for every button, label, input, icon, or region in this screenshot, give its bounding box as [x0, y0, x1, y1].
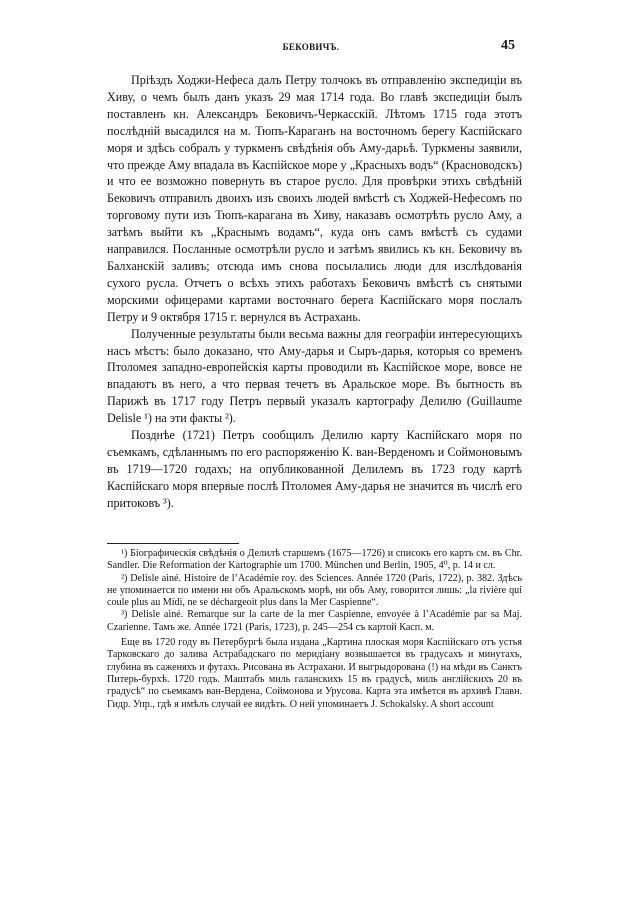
footnote: ²) Delisle ainé. Histoire de l’Académie roy. des Sciences. Année 1720 (Paris, 1722), p. 382. Здѣсь не упоминается по имени ни объ Аральскомъ морѣ, ни объ Аму, говорится лишь: „la rivière qui coule plus au Midi, ne se déchargeoit plus dans la Mer Caspienne“.: [107, 572, 522, 609]
running-title: БЕКОВИЧЪ.: [282, 42, 340, 52]
footnote-continuation: Еще въ 1720 году въ Петербургѣ была издана „Картина плоская моря Каспiйскаго отъ устья Тарковскаго до залива Астрабадскаго по меридiану возвышается въ градусахъ и минутахъ, глубина въ саженяхъ и футахъ. Рисована въ Астрахани. И выгрыдорована (!) на мѣди въ Санктъ Питерь-бурхѣ. 1720 годъ. Маштабъ миль галанскихъ 15 въ градусѣ, миль англiйскихъ 20 въ градусѣ“ по съемкамъ ван-Вердена, Соймонова и Урусова. Карта эта имѣется въ архивѣ Главн. Гидр. Упр., гдѣ я имѣлъ случай ее видѣть. О ней упоминаетъ J. Schokalsky. A short account: [107, 637, 522, 710]
body-paragraph: Полученные результаты были весьма важны для географiи интересующихъ насъ мѣстъ: было доказано, что Аму-дарья и Сыръ-дарья, которыя со временъ Птоломея западно-европейскiя карты проводили въ Каспiйское море, вовсе не впадаютъ въ него, а что первая течетъ въ Аральское море. Въ бытность въ Парижѣ въ 1717 году Петръ первый указалъ картографу Делилю (Guillaume Delisle ¹) на эти факты ²).: [107, 326, 522, 426]
footnote: ³) Delisle ainé. Remarque sur la carte de la mer Caspienne, envoyée à l’Académie par sa Maj. Czarienne. Тамъ же. Année 1721 (Paris, 1723), p. 245—254 съ картой Касп. м.: [107, 609, 522, 633]
page-number: 45: [501, 38, 515, 53]
page-header: [107, 38, 515, 58]
footnote: ¹) Бiографическiя свѣдѣнiя о Делилѣ старшемъ (1675—1726) и списокъ его картъ см. въ Chr. Sandler. Die Reformation der Kartographie um 1700. München und Berlin, 1905, 4⁰, p. 14 и сл.: [107, 548, 522, 572]
body-paragraph: Позднѣе (1721) Петръ сообщилъ Делилю карту Каспiйскаго моря по съемкамъ, сдѣланнымъ по его распоряженiю К. ван-Верденомъ и Соймоновымъ въ 1719—1720 годахъ; на опубликованной Делилемъ въ 1723 году картѣ Каспiйскаго моря впервые послѣ Птоломея Аму-дарья не значится въ числѣ его притоковъ ³).: [107, 428, 522, 510]
body-paragraph: Прiѣздъ Ходжи-Нефеса далъ Петру толчокъ въ отправленiю экспедицiи въ Хиву, о чемъ былъ данъ указъ 29 мая 1714 года. Во главѣ экспедицiи былъ поставленъ кн. Александръ Бековичъ-Черкасскiй. Лѣтомъ 1715 года этотъ послѣднiй высадился на м. Тюпъ-Караганъ на восточномъ берегу Каспiйскаго моря и здѣсь собралъ у туркменъ свѣдѣнiя объ Аму-дарьѣ. Туркмены заявили, что прежде Аму впадала въ Каспiйское море у „Красныхъ водъ“ (Красноводскъ) и что ее возможно повернуть въ старое русло. Для провѣрки этихъ свѣдѣнiй Бековичъ отправилъ двоихъ изъ своихъ людей вмѣстѣ съ Ходжей-Нефесомъ по торговому пути изъ Тюпъ-карагана въ Хиву, наказавъ осмотрѣть русло Аму, а затѣмъ выйти къ „Краснымъ водамъ“, куда онъ самъ вмѣстѣ съ судами направился. Посланные осмотрѣли русло и затѣмъ явились къ кн. Бековичу въ Балханскiй заливъ; отсюда имъ снова посылались люди для изслѣдованiя сухого русла. Отчетъ о всѣхъ этихъ работахъ Бековичъ вмѣстѣ съ снятыми морскими офицерами картами восточнаго берега Каспiйскаго моря послалъ Петру и 9 октября 1715 г. вернулся въ Астрахань.: [107, 73, 522, 324]
main-text: [107, 72, 522, 512]
footnote-divider: [107, 543, 239, 544]
footnotes: [107, 548, 522, 711]
